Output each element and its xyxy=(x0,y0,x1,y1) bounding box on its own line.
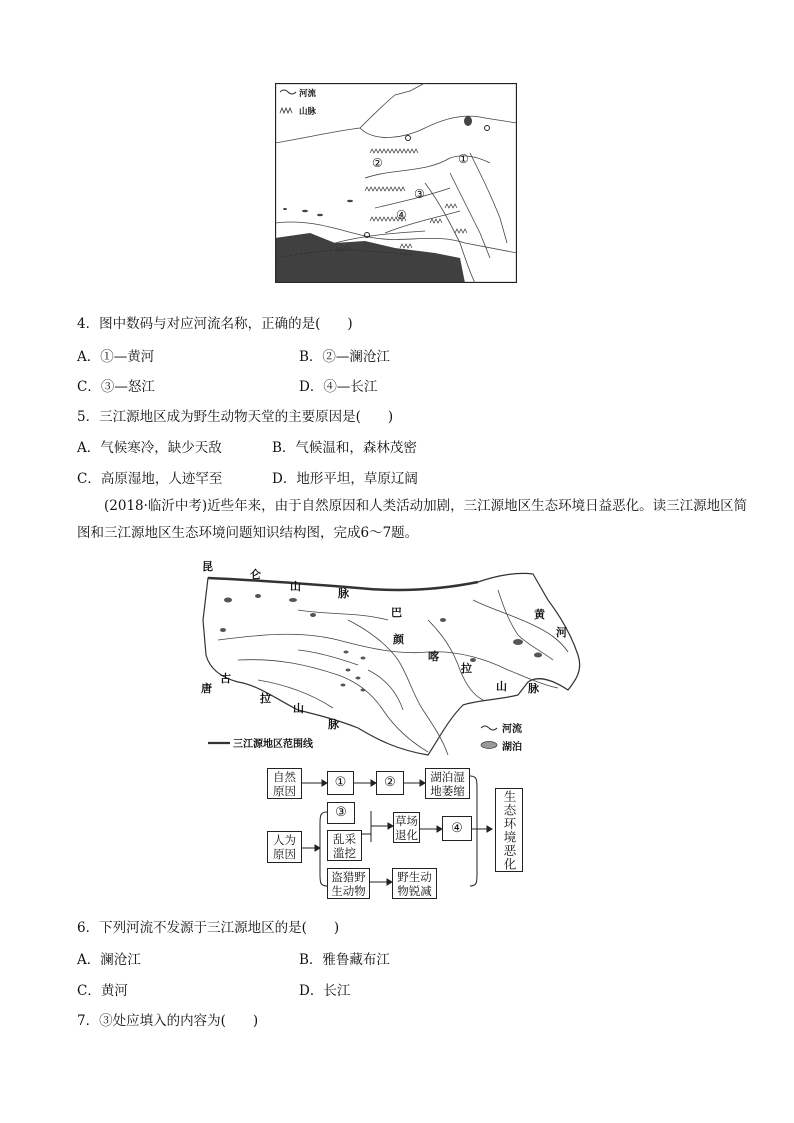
human-cause-box: 人为原因 xyxy=(267,831,302,863)
poaching-box: 盗猎野生动物 xyxy=(327,868,370,899)
question-4-option-a: A．①—黄河 xyxy=(77,349,155,365)
illegal-digging-box: 乱采滥挖 xyxy=(327,830,362,861)
map-figure-2 xyxy=(198,560,598,760)
map-1-mark-3: ③ xyxy=(414,187,425,201)
map-1-mark-2: ② xyxy=(372,156,383,170)
label-tang: 唐 xyxy=(201,682,212,695)
label-ba: 巴 xyxy=(391,606,402,619)
flow-chart xyxy=(265,764,540,902)
label-kun: 昆 xyxy=(202,560,213,573)
legend-lake-label: 湖泊 xyxy=(502,742,522,753)
label-gu: 古 xyxy=(220,672,231,685)
label-lun: 仑 xyxy=(250,568,261,581)
question-4-option-b: B．②—澜沧江 xyxy=(299,349,390,365)
map-figure-1 xyxy=(275,83,517,283)
blank-1-box: ① xyxy=(327,771,354,795)
blank-2-box: ② xyxy=(376,771,404,795)
legend-boundary-label: 三江源地区范围线 xyxy=(233,739,313,750)
question-5-option-b: B．气候温和，森林茂密 xyxy=(272,440,417,456)
label-la-2: 拉 xyxy=(260,692,271,705)
question-6-option-c: C．黄河 xyxy=(77,983,128,999)
map-1-mark-1: ① xyxy=(458,152,469,166)
ecological-deterioration-box: 生态环境恶化 xyxy=(495,788,523,872)
map-1-mark-4: ④ xyxy=(396,208,407,222)
legend-river-label: 河流 xyxy=(299,89,317,99)
question-4-option-c: C．③—怒江 xyxy=(77,379,155,395)
label-yan: 颜 xyxy=(393,633,404,646)
question-6-option-b: B．雅鲁藏布江 xyxy=(299,952,390,968)
map-1-svg xyxy=(275,83,517,283)
question-6-option-a: A．澜沧江 xyxy=(77,952,141,968)
label-huang: 黄 xyxy=(534,608,545,621)
map-2-region-outline xyxy=(203,573,580,755)
label-ka: 喀 xyxy=(428,650,439,663)
question-4-stem: 4．图中数码与对应河流名称，正确的是( ) xyxy=(77,316,353,332)
question-4-option-d: D．④—长江 xyxy=(299,379,378,395)
map-2-svg xyxy=(198,560,598,760)
question-5-stem: 5．三江源地区成为野生动物天堂的主要原因是( ) xyxy=(77,409,394,425)
legend-river-icon-2 xyxy=(481,726,497,730)
label-mai-3: 脉 xyxy=(328,718,339,731)
blank-3-box: ③ xyxy=(327,802,355,824)
label-he: 河 xyxy=(556,626,567,639)
question-5-option-a: A．气候寒冷，缺少天敌 xyxy=(77,440,222,456)
blank-4-box: ④ xyxy=(442,816,472,841)
question-5-option-c: C．高原湿地，人迹罕至 xyxy=(77,471,223,487)
wildlife-decline-box: 野生动物锐减 xyxy=(392,868,437,899)
lake-shrink-box: 湖泊湿地萎缩 xyxy=(425,768,470,799)
legend-mountain-label: 山脉 xyxy=(299,107,317,117)
grassland-degradation-box: 草场退化 xyxy=(395,813,418,842)
legend-lake-icon xyxy=(481,742,497,749)
question-5-option-d: D．地形平坦，草原辽阔 xyxy=(272,471,418,487)
question-6-stem: 6．下列河流不发源于三江源地区的是( ) xyxy=(77,920,340,936)
label-shan-2: 山 xyxy=(496,680,507,693)
question-6-option-d: D．长江 xyxy=(299,983,351,999)
legend-river-label-2: 河流 xyxy=(502,724,522,735)
intro-paragraph: (2018·临沂中考)近些年来，由于自然原因和人类活动加剧，三江源地区生态环境日益恶化。读三江源地区简图和三江源地区生态环境问题知识结构图，完成6～7题。 xyxy=(77,498,748,541)
label-mai-1: 脉 xyxy=(338,587,349,600)
label-shan-3: 山 xyxy=(293,702,304,715)
label-mai-2: 脉 xyxy=(528,682,539,695)
label-la-1: 拉 xyxy=(461,662,472,675)
natural-cause-box: 自然原因 xyxy=(267,768,302,799)
question-7-stem: 7．③处应填入的内容为( ) xyxy=(77,1013,259,1029)
label-shan-1: 山 xyxy=(290,580,301,593)
